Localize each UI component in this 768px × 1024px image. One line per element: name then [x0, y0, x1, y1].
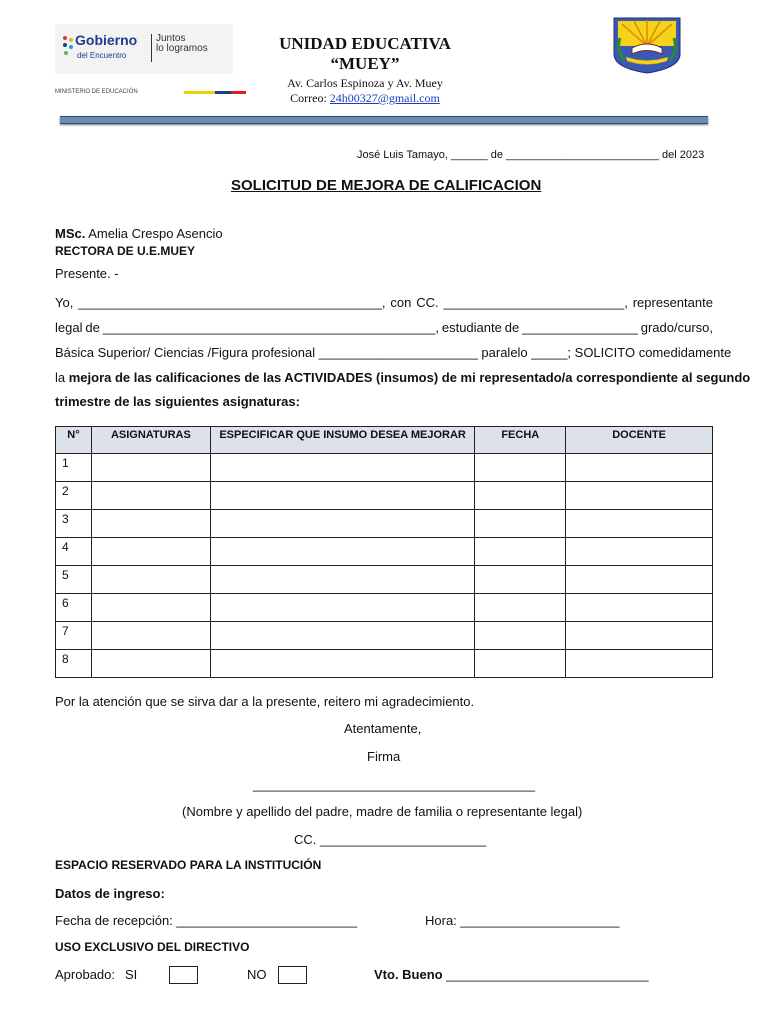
- school-type: UNIDAD EDUCATIVA: [279, 34, 451, 53]
- row-number: 1: [56, 454, 92, 482]
- row-number: 6: [56, 594, 92, 622]
- row-number: 2: [56, 482, 92, 510]
- word: de: [504, 320, 520, 335]
- word: Yo,: [55, 295, 74, 310]
- school-header: [235, 34, 495, 106]
- si-checkbox[interactable]: [169, 966, 198, 984]
- vto-line: ____________________________: [442, 967, 649, 982]
- teacher-cell[interactable]: [566, 538, 713, 566]
- teacher-cell[interactable]: [566, 622, 713, 650]
- table-header-row: [56, 427, 713, 454]
- school-address: Av. Carlos Espinoza y Av. Muey: [287, 76, 443, 90]
- teacher-cell[interactable]: [566, 510, 713, 538]
- reception-date-field: Fecha de recepción: _________________________: [55, 913, 358, 928]
- si-label: SI: [125, 967, 138, 982]
- ministry-label: MINISTERIO DE EDUCACIÓN: [55, 89, 138, 95]
- gobierno-logo: [55, 24, 233, 74]
- cc-line: CC. _______________________: [294, 832, 487, 847]
- row-number: 7: [56, 622, 92, 650]
- hour-field: Hora: ______________________: [425, 913, 620, 928]
- insumo-cell[interactable]: [210, 454, 475, 482]
- logo-separator: [151, 34, 152, 62]
- insumo-cell[interactable]: [210, 650, 475, 678]
- vto-label: Vto. Bueno: [374, 967, 443, 982]
- table-row: [56, 622, 713, 650]
- subject-cell[interactable]: [91, 566, 210, 594]
- subject-cell[interactable]: [91, 454, 210, 482]
- word: la: [55, 370, 69, 385]
- subject-cell[interactable]: [91, 594, 210, 622]
- addressee-fullname: Amelia Crespo Asencio: [85, 226, 223, 241]
- subject-cell[interactable]: [91, 510, 210, 538]
- greeting: Presente. -: [55, 266, 119, 281]
- signature-label: Firma: [367, 749, 401, 764]
- logo-dots-icon: [61, 34, 75, 58]
- teacher-cell[interactable]: [566, 594, 713, 622]
- approved-label: Aprobado:: [55, 967, 115, 982]
- addressee-position: RECTORA DE U.E.MUEY: [55, 244, 196, 258]
- col-header-subject: ASIGNATURAS: [91, 427, 210, 454]
- table-row: [56, 538, 713, 566]
- row-number: 3: [56, 510, 92, 538]
- table-row: [56, 454, 713, 482]
- col-header-number: N°: [56, 427, 92, 454]
- date-cell[interactable]: [475, 650, 566, 678]
- word: representante: [632, 295, 713, 310]
- addressee-prefix: MSc.: [55, 226, 86, 241]
- date-cell[interactable]: [475, 454, 566, 482]
- insumo-cell[interactable]: [210, 482, 475, 510]
- entry-data-heading: Datos de ingreso:: [55, 886, 165, 901]
- email-line: [235, 91, 495, 106]
- document-title: SOLICITUD DE MEJORA DE CALIFICACION: [231, 177, 542, 194]
- body-line-2: [55, 320, 713, 335]
- email-label: Correo:: [290, 91, 330, 105]
- date-line: José Luis Tamayo, ______ de _________________________ del 2023: [357, 149, 705, 161]
- insumo-cell[interactable]: [210, 566, 475, 594]
- word: grado/curso,: [640, 320, 713, 335]
- row-number: 5: [56, 566, 92, 594]
- school-name: “MUEY”: [330, 54, 400, 73]
- gov-slogan-1: Juntos: [156, 33, 186, 44]
- body-line-5: trimestre de las siguientes asignaturas:: [55, 394, 300, 409]
- grade-blank: ________________: [522, 320, 638, 335]
- col-header-teacher: DOCENTE: [566, 427, 713, 454]
- word: estudiante: [441, 320, 502, 335]
- school-crest-icon: [612, 16, 682, 74]
- word: de: [85, 320, 100, 335]
- row-number: 8: [56, 650, 92, 678]
- grades-table: [55, 426, 713, 678]
- insumo-cell[interactable]: [210, 622, 475, 650]
- teacher-cell[interactable]: [566, 566, 713, 594]
- representative-note: (Nombre y apellido del padre, madre de familia o representante legal): [182, 804, 583, 819]
- table-row: [56, 566, 713, 594]
- name-blank: __________________________________________,: [78, 295, 386, 310]
- subject-cell[interactable]: [91, 482, 210, 510]
- no-checkbox[interactable]: [278, 966, 307, 984]
- subject-cell[interactable]: [91, 650, 210, 678]
- teacher-cell[interactable]: [566, 482, 713, 510]
- gov-slogan-2: lo logramos: [156, 43, 208, 54]
- date-cell[interactable]: [475, 510, 566, 538]
- body-line-4: [55, 370, 750, 385]
- no-label: NO: [247, 967, 267, 982]
- email-link[interactable]: 24h00327@gmail.com: [329, 91, 440, 105]
- teacher-cell[interactable]: [566, 454, 713, 482]
- body-line-4-bold: mejora de las calificaciones de las ACTIVIDADES (insumos) de mi representado/a correspondiente al segundo: [68, 370, 751, 385]
- addressee-name: [55, 226, 223, 241]
- date-cell[interactable]: [475, 482, 566, 510]
- table-row: [56, 510, 713, 538]
- reserved-heading: ESPACIO RESERVADO PARA LA INSTITUCIÓN: [55, 858, 322, 872]
- col-header-insumo: ESPECIFICAR QUE INSUMO DESEA MEJORAR: [210, 427, 475, 454]
- subject-cell[interactable]: [91, 538, 210, 566]
- insumo-cell[interactable]: [210, 594, 475, 622]
- row-number: 4: [56, 538, 92, 566]
- vto-bueno-field: [374, 967, 649, 982]
- date-cell[interactable]: [475, 566, 566, 594]
- teacher-cell[interactable]: [566, 650, 713, 678]
- word: legal: [55, 320, 83, 335]
- insumo-cell[interactable]: [210, 510, 475, 538]
- date-cell[interactable]: [475, 538, 566, 566]
- table-row: [56, 650, 713, 678]
- student-blank: ______________________________________________,: [102, 320, 439, 335]
- table-row: [56, 482, 713, 510]
- regards-text: Atentamente,: [344, 721, 422, 736]
- col-header-date: FECHA: [475, 427, 566, 454]
- body-line-1: [55, 295, 713, 310]
- table-row: [56, 594, 713, 622]
- header-divider: [60, 116, 708, 124]
- signature-line: _______________________________________: [253, 777, 535, 792]
- cc-blank: _________________________,: [443, 295, 628, 310]
- thanks-text: Por la atención que se sirva dar a la presente, reitero mi agradecimiento.: [55, 694, 475, 709]
- date-cell[interactable]: [475, 594, 566, 622]
- gov-sub: del Encuentro: [77, 51, 127, 60]
- insumo-cell[interactable]: [210, 538, 475, 566]
- body-line-3: Básica Superior/ Ciencias /Figura profesional ______________________ paralelo _____; SOLICITO comedidamente: [55, 345, 732, 360]
- word: CC.: [416, 295, 439, 310]
- subject-cell[interactable]: [91, 622, 210, 650]
- word: con: [390, 295, 412, 310]
- date-cell[interactable]: [475, 622, 566, 650]
- directive-heading: USO EXCLUSIVO DEL DIRECTIVO: [55, 940, 250, 954]
- gov-brand: Gobierno: [75, 32, 138, 48]
